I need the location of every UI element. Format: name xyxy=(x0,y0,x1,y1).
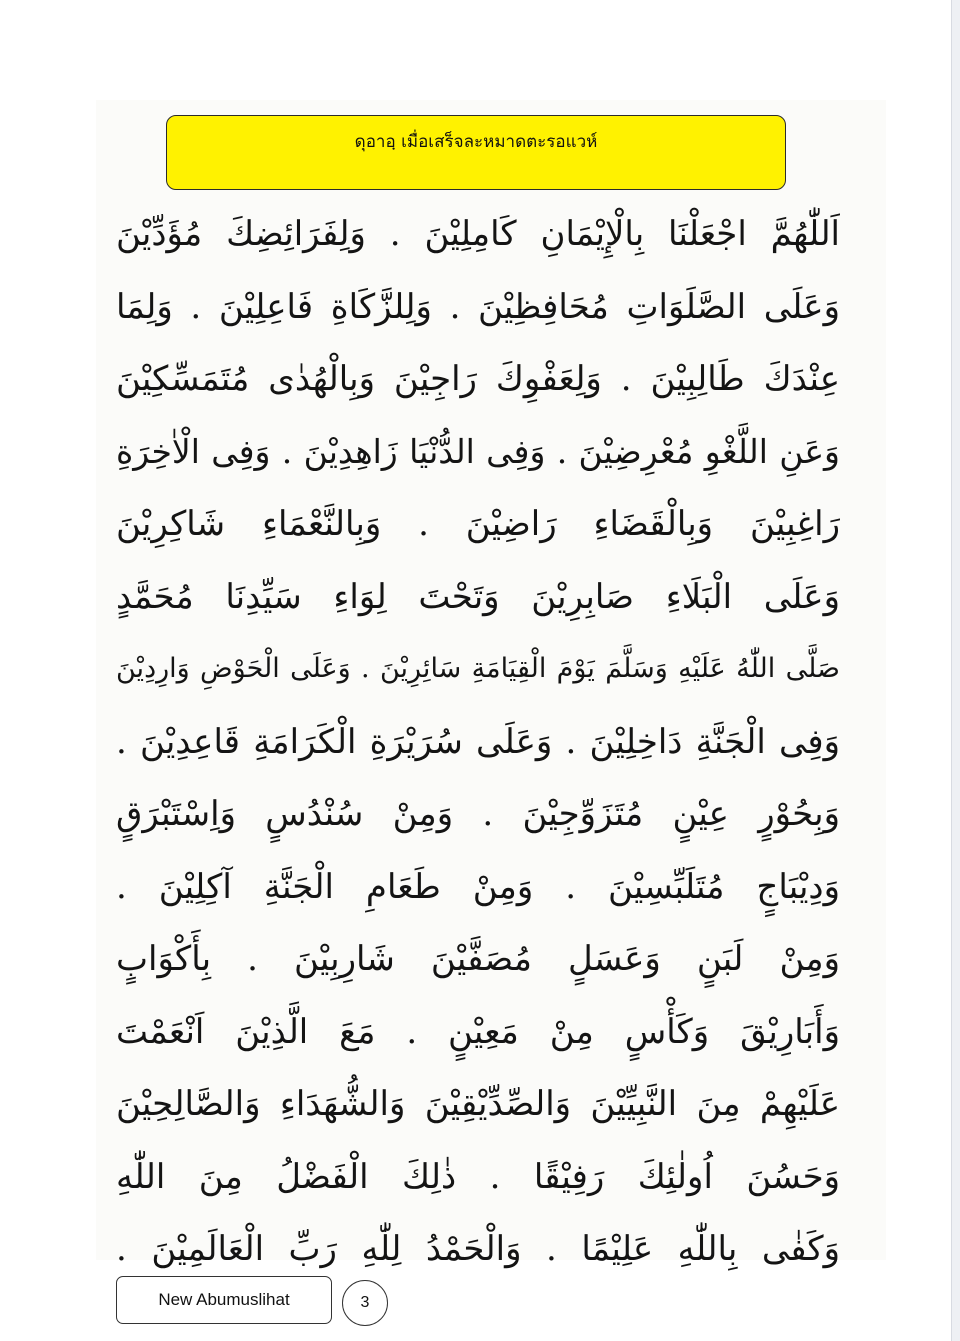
page-title: ดุอาอฺ เมื่อเสร็จละหมาดตะรอแวห์ xyxy=(354,132,598,152)
arabic-text-block xyxy=(116,198,840,1286)
arabic-line: عِنْدَكَ طَالِبِيْنَ . وَلِعَفْوِكَ رَاجِيْنَ وَبِالْهُدٰى مُتَمَسِّكِيْنَ xyxy=(116,359,840,399)
arabic-line: وَمِنْ لَبَنٍ وَعَسَلٍ مُصَفَّيْنَ شَارِبِيْنَ . بِأَكْوَابٍ xyxy=(116,939,840,979)
scrollbar-track[interactable] xyxy=(951,0,960,1341)
arabic-line: وَأَبَارِيْقَ وَكَأْسٍ مِنْ مَعِيْنٍ . مَعَ الَّذِيْنَ اَنْعَمْتَ xyxy=(116,1011,840,1052)
arabic-line: وَبِحُوْرٍ عِيْنٍ مُتَزَوِّجِيْنَ . وَمِنْ سُنْدُسٍ وَاِسْتَبْرَقٍ xyxy=(116,794,840,834)
arabic-line: رَاغِبِيْنَ وَبِالْقَضَاءِ رَاضِيْنَ . وَبِالنَّعْمَاءِ شَاكِرِيْنَ xyxy=(116,504,840,544)
arabic-line: وَعَلَى الصَّلَوَاتِ مُحَافِظِيْنَ . وَلِلزَّكَاةِ فَاعِلِيْنَ . وَلِمَا xyxy=(116,286,840,327)
arabic-line: عَلَيْهِمْ مِنَ النَّبِيِّيْنَ وَالصِّدِّيْقِيْنَ وَالشُّهَدَاءِ وَالصَّالِحِيْنَ xyxy=(116,1084,840,1124)
arabic-line: اَللّٰهُمَّ اجْعَلْنَا بِالْإِيْمَانِ كَامِلِيْنَ . وَلِفَرَائِضِكَ مُؤَدِّيْنَ xyxy=(116,214,840,254)
arabic-line: وَعَلَى الْبَلَاءِ صَابِرِيْنَ وَتَحْتَ لِوَاءِ سَيِّدِنَا مُحَمَّدٍ xyxy=(116,576,840,617)
page-number-badge: 3 xyxy=(342,1280,388,1326)
title-banner xyxy=(166,115,786,190)
arabic-line: وَحَسُنَ اُولٰئِكَ رَفِيْقًا . ذٰلِكَ الْفَضْلُ مِنَ اللّٰهِ xyxy=(116,1156,840,1197)
footer-source-label: New Abumuslihat xyxy=(116,1276,332,1324)
arabic-line: وَدِيْبَاجٍ مُتَلَبِّسِيْنَ . وَمِنْ طَعَامِ الْجَنَّةِ آكِلِيْنَ . xyxy=(116,866,840,907)
arabic-line: صَلَّى اللّٰهُ عَلَيْهِ وَسَلَّمَ يَوْمَ الْقِيَامَةِ سَائِرِيْنَ . وَعَلَى الْحَوْضِ وَارِدِيْنَ xyxy=(116,653,840,684)
arabic-line: وَكَفٰى بِاللّٰهِ عَلِيْمًا . وَالْحَمْدُ لِلّٰهِ رَبِّ الْعَالَمِيْنَ . xyxy=(116,1229,840,1269)
arabic-line: وَفِى الْجَنَّةِ دَاخِلِيْنَ . وَعَلَى سُرَيْرَةِ الْكَرَامَةِ قَاعِدِيْنَ . xyxy=(116,721,840,762)
arabic-line: وَعَنِ اللَّغْوِ مُعْرِضِيْنَ . وَفِى الدُّنْيَا زَاهِدِيْنَ . وَفِى الْاٰخِرَةِ xyxy=(116,431,840,471)
